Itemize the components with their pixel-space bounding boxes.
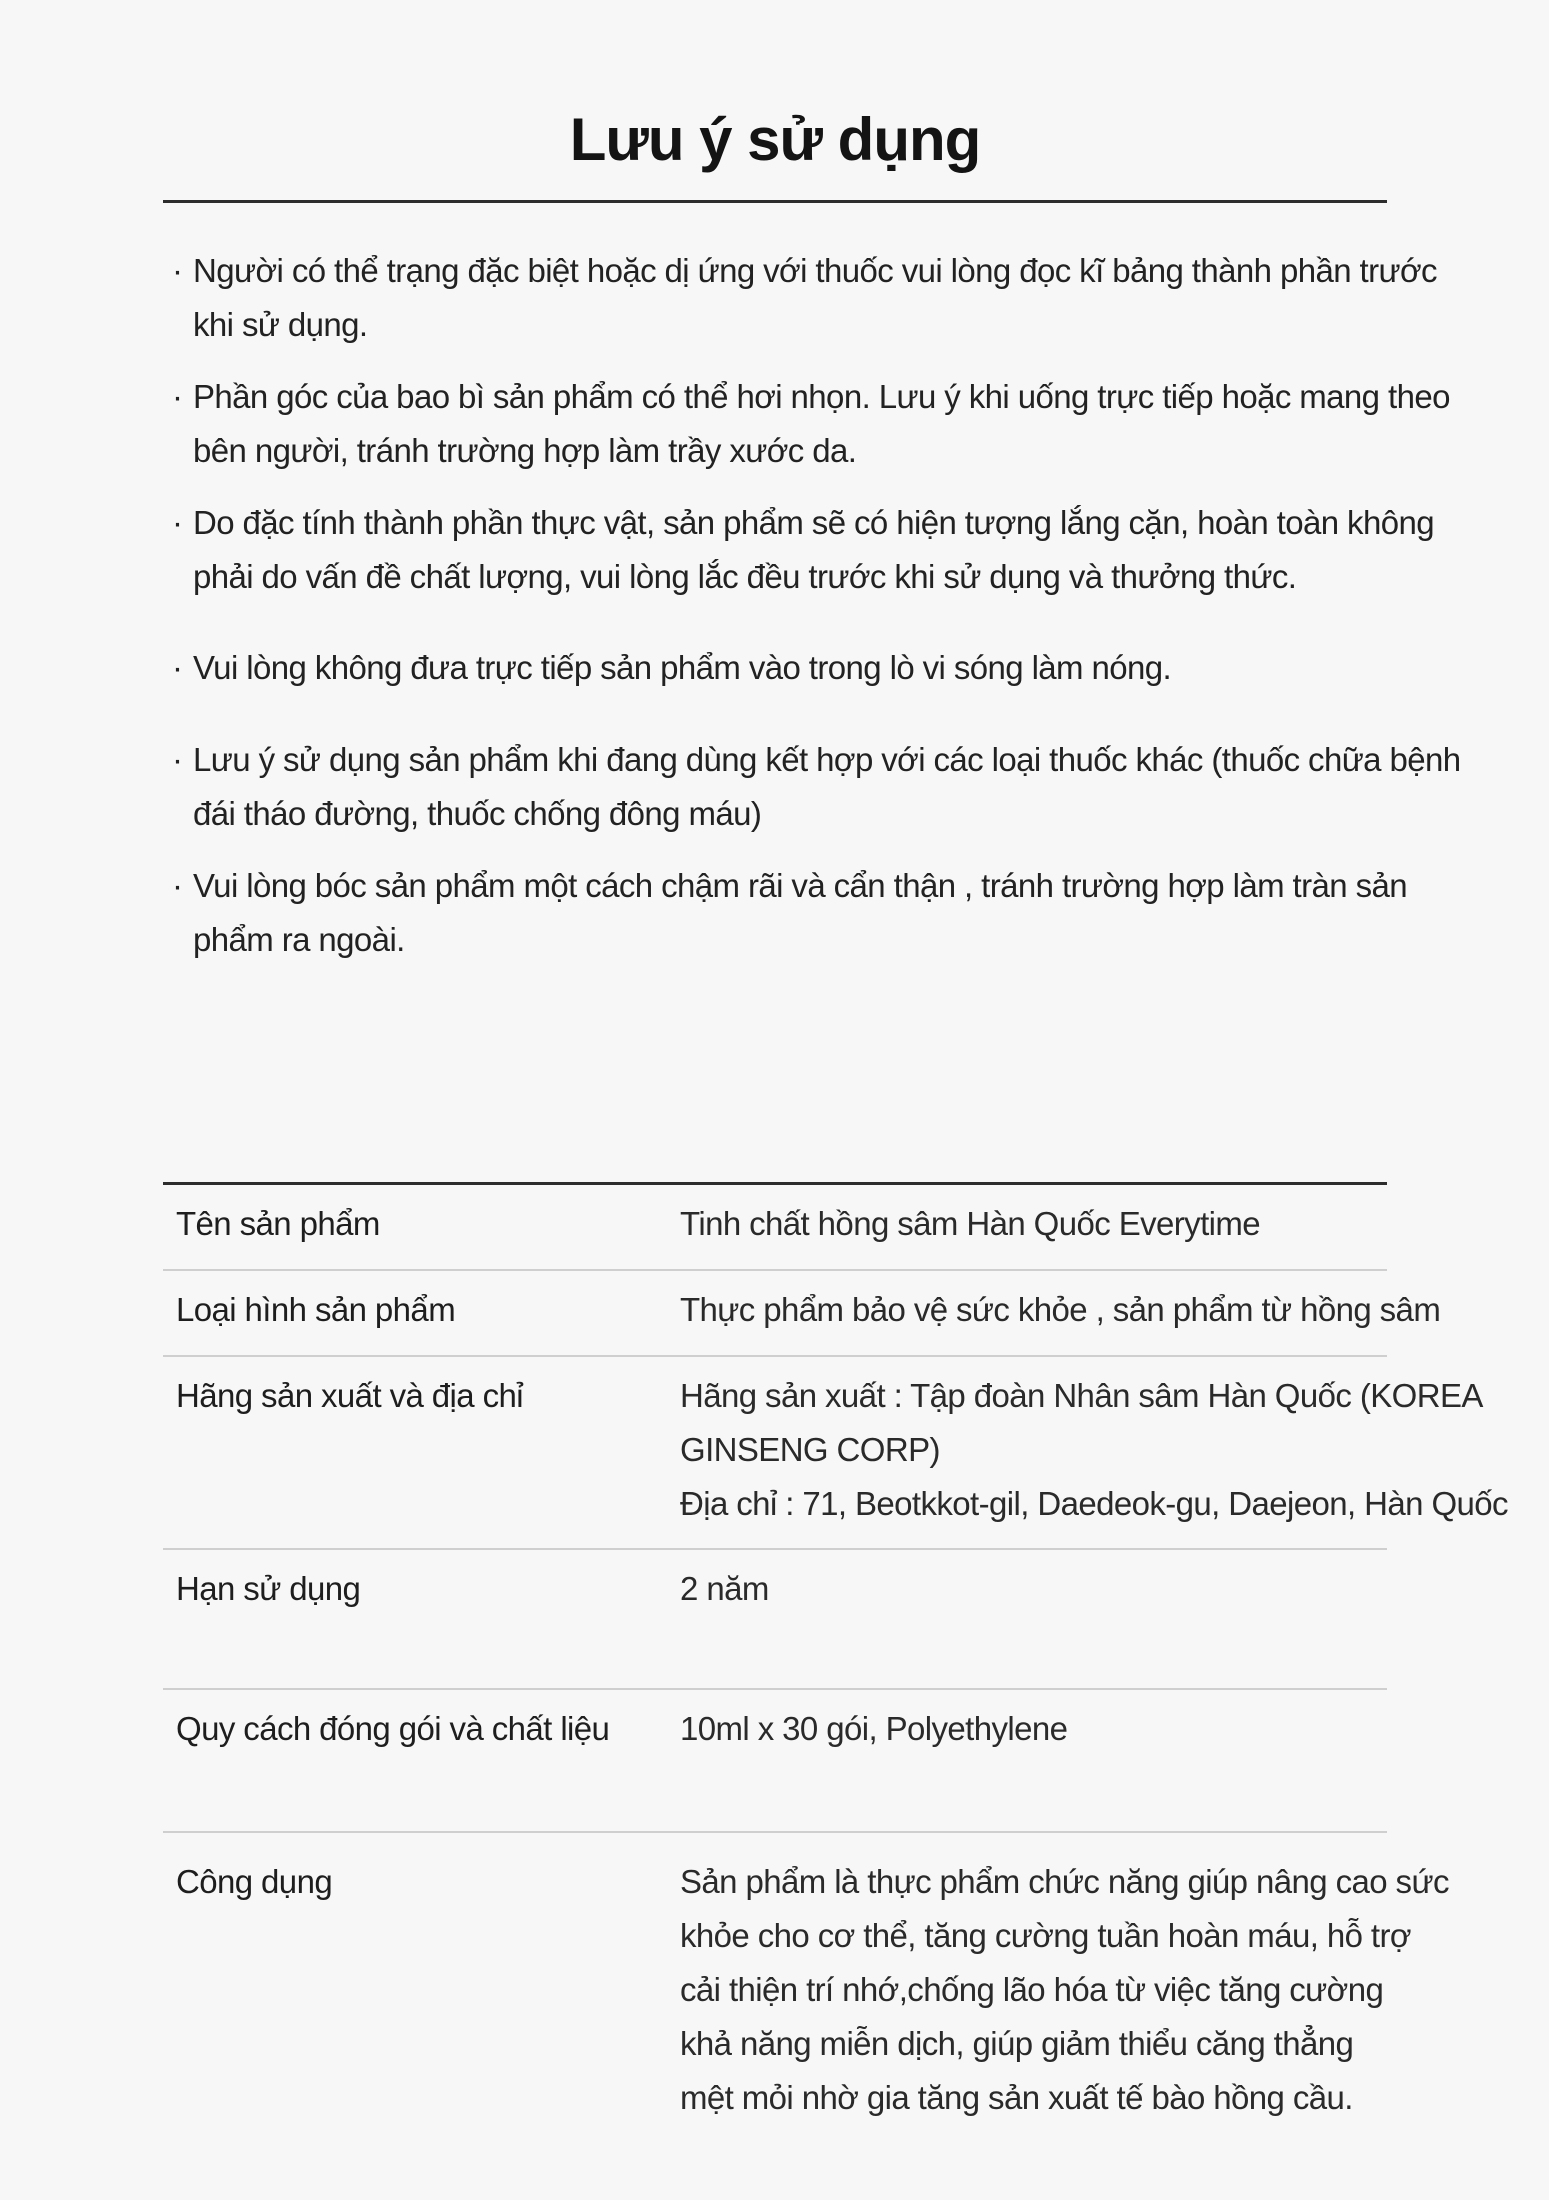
product-specs-table [163, 1182, 1508, 2163]
spec-value-line: khỏe cho cơ thể, tăng cường tuần hoàn máu, hỗ trợ [680, 1917, 1411, 1954]
note-line: đái tháo đường, thuốc chống đông máu) [193, 795, 762, 832]
note-line: Phần góc của bao bì sản phẩm có thể hơi nhọn. Lưu ý khi uống trực tiếp hoặc mang theo [193, 378, 1450, 415]
spec-row-packaging [163, 1690, 1387, 1833]
note-line: bên người, tránh trường hợp làm trầy xước da. [193, 432, 857, 469]
note-line: Người có thể trạng đặc biệt hoặc dị ứng với thuốc vui lòng đọc kĩ bảng thành phần trước [193, 252, 1437, 289]
usage-note [168, 244, 1508, 352]
spec-label: Hãng sản xuất và địa chỉ [176, 1377, 523, 1414]
spec-value-line: khả năng miễn dịch, giúp giảm thiểu căng thẳng [680, 2025, 1354, 2062]
bullet-dot: · [172, 741, 183, 778]
spec-row-product-type [163, 1271, 1441, 1357]
note-line: khi sử dụng. [193, 306, 368, 343]
usage-note [168, 733, 1508, 841]
note-line: Lưu ý sử dụng sản phẩm khi đang dùng kết hợp với các loại thuốc khác (thuốc chữa bệnh [193, 741, 1461, 778]
spec-value-line: Địa chỉ : 71, Beotkkot-gil, Daedeok-gu, Daejeon, Hàn Quốc [680, 1485, 1508, 1522]
usage-note [168, 641, 1508, 695]
bullet-dot: · [172, 378, 183, 415]
spec-value-line: Thực phẩm bảo vệ sức khỏe , sản phẩm từ hồng sâm [680, 1291, 1441, 1328]
spec-value [680, 1855, 1549, 2125]
note-line: Vui lòng không đưa trực tiếp sản phẩm vào trong lò vi sóng làm nóng. [193, 649, 1172, 686]
spec-row-benefits [163, 1833, 1449, 2163]
spec-value-line: mệt mỏi nhờ gia tăng sản xuất tế bào hồng cầu. [680, 2079, 1353, 2116]
bullet-dot: · [172, 649, 183, 686]
spec-value-line: Sản phẩm là thực phẩm chức năng giúp nâng cao sức [680, 1863, 1449, 1900]
bullet-dot: · [172, 252, 183, 289]
spec-label: Tên sản phẩm [176, 1205, 380, 1242]
spec-value-line: 10ml x 30 gói, Polyethylene [680, 1710, 1068, 1747]
note-line: phải do vấn đề chất lượng, vui lòng lắc đều trước khi sử dụng và thưởng thức. [193, 558, 1297, 595]
spec-label: Công dụng [176, 1863, 333, 1900]
spec-value [680, 1283, 1549, 1337]
spec-row-product-name [163, 1185, 1387, 1271]
spec-label: Loại hình sản phẩm [176, 1291, 456, 1328]
spec-value-line: 2 năm [680, 1570, 769, 1607]
spec-label: Hạn sử dụng [176, 1570, 361, 1607]
spec-value [680, 1562, 1549, 1616]
bullet-dot: · [172, 504, 183, 541]
usage-note [168, 496, 1508, 604]
spec-label: Quy cách đóng gói và chất liệu [176, 1710, 610, 1747]
usage-note [168, 859, 1508, 967]
note-line: Vui lòng bóc sản phẩm một cách chậm rãi và cẩn thận , tránh trường hợp làm tràn sản [193, 867, 1407, 904]
note-line: phẩm ra ngoài. [193, 921, 405, 958]
spec-value-line: Hãng sản xuất : Tập đoàn Nhân sâm Hàn Quốc (KOREA [680, 1377, 1483, 1414]
note-line: Do đặc tính thành phần thực vật, sản phẩm sẽ có hiện tượng lắng cặn, hoàn toàn không [193, 504, 1434, 541]
spec-value [680, 1369, 1549, 1531]
spec-value-line: cải thiện trí nhớ,chống lão hóa từ việc tăng cường [680, 1971, 1384, 2008]
title-divider [163, 200, 1387, 203]
spec-value [680, 1702, 1549, 1756]
spec-row-manufacturer [163, 1357, 1508, 1550]
page-title: Lưu ý sử dụng [569, 106, 981, 173]
spec-value-line: Tinh chất hồng sâm Hàn Quốc Everytime [680, 1205, 1261, 1242]
spec-row-shelf-life [163, 1550, 1387, 1690]
spec-value [680, 1197, 1549, 1251]
spec-value-line: GINSENG CORP) [680, 1431, 940, 1468]
bullet-dot: · [172, 867, 183, 904]
usage-note [168, 370, 1508, 478]
usage-notes-list [168, 244, 1508, 967]
